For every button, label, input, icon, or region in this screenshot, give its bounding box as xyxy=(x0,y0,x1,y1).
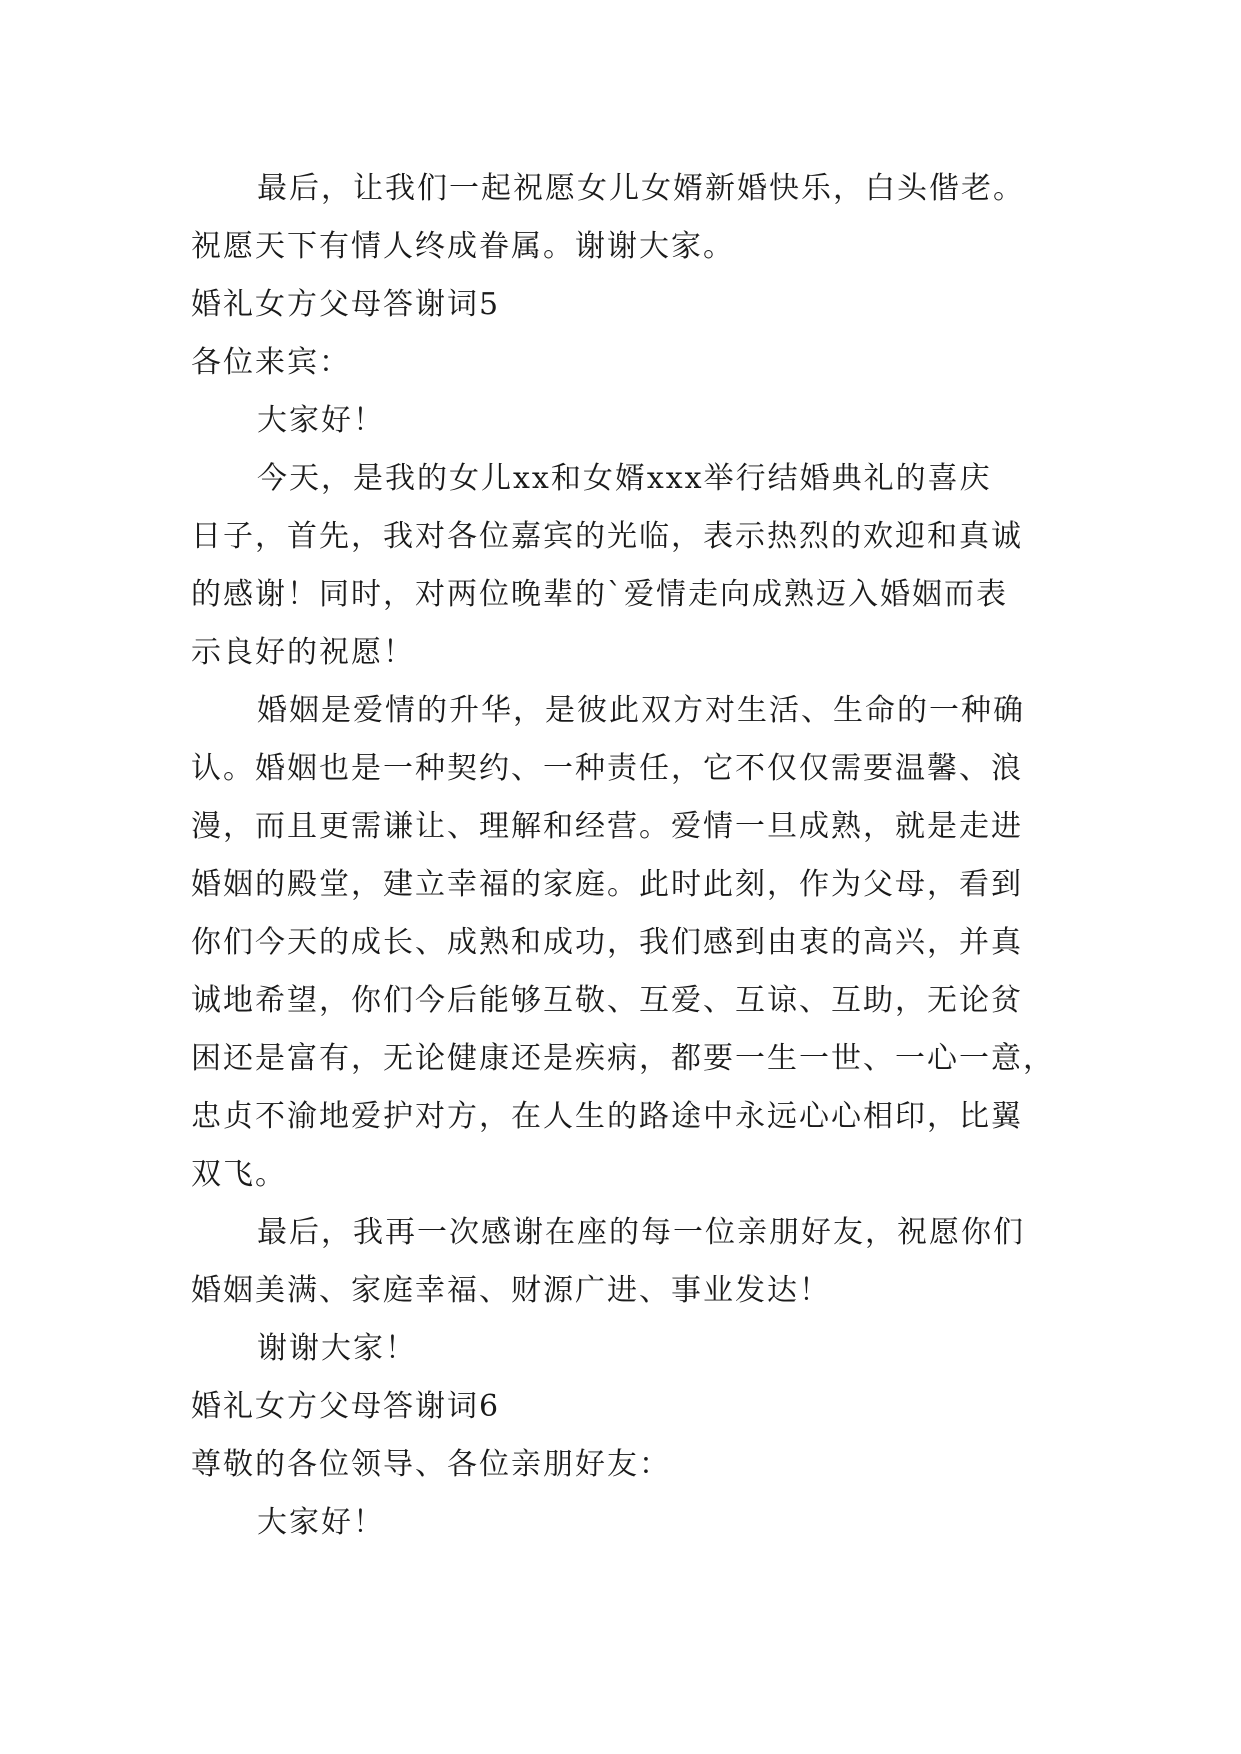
text-line: 日子，首先，我对各位嘉宾的光临，表示热烈的欢迎和真诚 xyxy=(191,519,1023,554)
text-line: 婚姻的殿堂，建立幸福的家庭。此时此刻，作为父母，看到 xyxy=(191,867,1023,902)
text-line: 最后，让我们一起祝愿女儿女婿新婚快乐，白头偕老。 xyxy=(257,171,1025,206)
text-line: 今天，是我的女儿xx和女婿xxx举行结婚典礼的喜庆 xyxy=(257,461,992,496)
text-line: 最后，我再一次感谢在座的每一位亲朋好友，祝愿你们 xyxy=(257,1215,1025,1250)
salutation: 各位来宾： xyxy=(191,345,351,380)
text-line: 的感谢！同时，对两位晚辈的`爱情走向成熟迈入婚姻而表 xyxy=(191,577,1008,612)
text-line: 谢谢大家！ xyxy=(257,1331,417,1366)
salutation: 尊敬的各位领导、各位亲朋好友： xyxy=(191,1447,671,1482)
text-line: 双飞。 xyxy=(191,1157,287,1192)
text-line: 你们今天的成长、成熟和成功，我们感到由衷的高兴，并真 xyxy=(191,925,1023,960)
section-heading: 婚礼女方父母答谢词5 xyxy=(191,287,501,322)
section-heading: 婚礼女方父母答谢词6 xyxy=(191,1389,501,1424)
text-line: 婚姻美满、家庭幸福、财源广进、事业发达！ xyxy=(191,1273,831,1308)
text-line: 诚地希望，你们今后能够互敬、互爱、互谅、互助，无论贫 xyxy=(191,983,1023,1018)
text-line: 认。婚姻也是一种契约、一种责任，它不仅仅需要温馨、浪 xyxy=(191,751,1023,786)
document-body xyxy=(191,160,1091,1552)
text-line: 困还是富有，无论健康还是疾病，都要一生一世、一心一意， xyxy=(191,1041,1055,1076)
text-line: 示良好的祝愿！ xyxy=(191,635,415,670)
text-line: 婚姻是爱情的升华，是彼此双方对生活、生命的一种确 xyxy=(257,693,1025,728)
greeting: 大家好！ xyxy=(257,403,385,438)
text-line: 漫，而且更需谦让、理解和经营。爱情一旦成熟，就是走进 xyxy=(191,809,1023,844)
text-line: 忠贞不渝地爱护对方，在人生的路途中永远心心相印，比翼 xyxy=(191,1099,1023,1134)
text-line: 祝愿天下有情人终成眷属。谢谢大家。 xyxy=(191,229,735,264)
greeting: 大家好！ xyxy=(257,1505,385,1540)
